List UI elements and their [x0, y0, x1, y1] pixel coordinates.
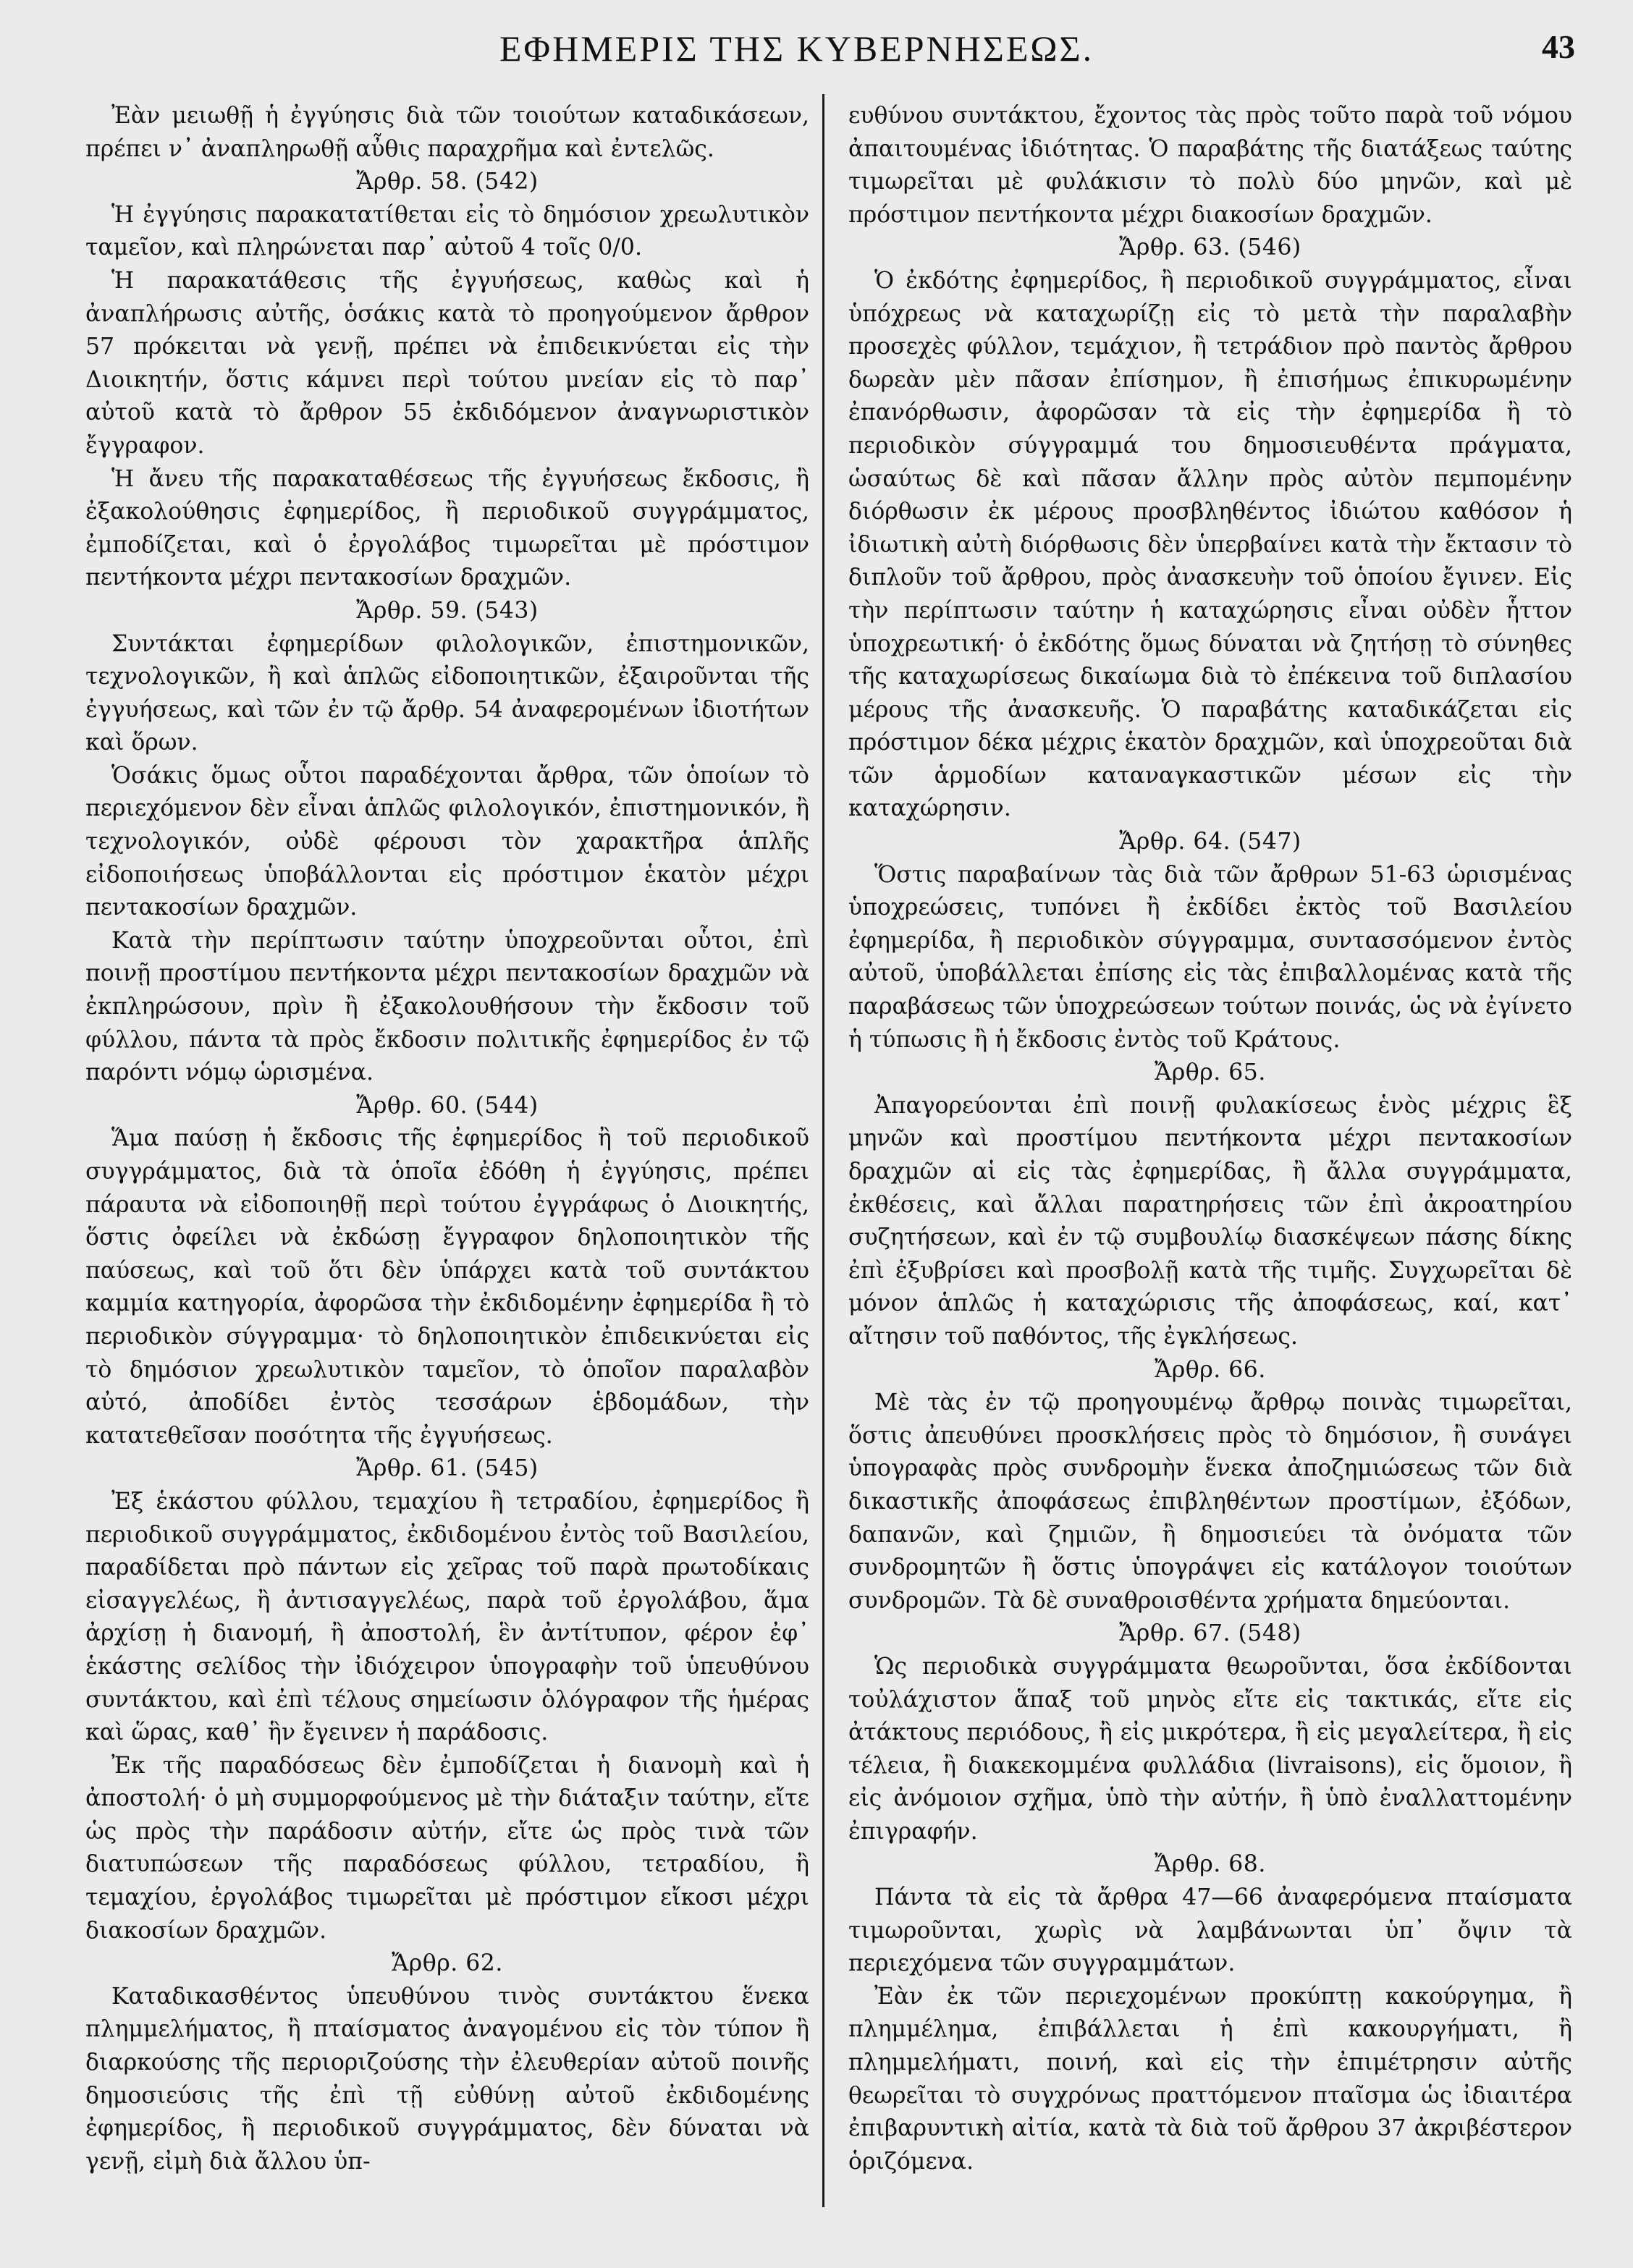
paragraph: Ὁ ἐκδότης ἐφημερίδος, ἢ περιοδικοῦ συγγράμματος, εἶναι ὑπόχρεως νὰ καταχωρίζῃ εἰς τὸ μετὰ τὴν παραλαβὴν προσεχὲς φύλλον, τεμάχιον, ἢ τετράδιον πρὸ παντὸς ἄρθρου δωρεὰν μὲν πᾶσαν ἐπίσημον, ἢ ἐπισήμως ἐπικυρωμένην ἐπανόρθωσιν, ἀφορῶσαν τὰ εἰς τὴν ἐφημερίδα ἢ τὸ περιοδικὸν σύγγραμμά του δημοσιευθέντα πράγματα, ὡσαύτως δὲ καὶ πᾶσαν ἄλλην πρὸς αὐτὸν πεμπομένην διόρθωσιν ἐκ μέρους προσβληθέντος ἰδιώτου καθόσον ἡ ἰδιωτικὴ αὐτὴ διόρθωσις δὲν ὑπερβαίνει κατὰ τὴν ἔκτασιν τὸ διπλοῦν τοῦ ἄρθρου, πρὸς ἀνασκευὴν τοῦ ὁποίου ἔγινεν. Εἰς τὴν περίπτωσιν ταύτην ἡ καταχώρησις εἶναι οὐδὲν ἧττον ὑποχρεωτική· ὁ ἐκδότης ὅμως δύναται νὰ ζητήσῃ τὸ σύνηθες τῆς καταχωρίσεως δικαίωμα διὰ τὸ ἐπέκεινα τοῦ διπλασίου μέρους τῆς ἀνασκευῆς. Ὁ παραβάτης καταδικάζεται εἰς πρόστιμον δέκα μέχρις ἑκατὸν δραχμῶν, καὶ ὑποχρεοῦται διὰ τῶν ἁρμοδίων καταναγκαστικῶν μέσων εἰς τὴν καταχώρησιν.	[848, 267, 1572, 822]
paragraph: Ἀπαγορεύονται ἐπὶ ποινῇ φυλακίσεως ἑνὸς μέχρις ἓξ μηνῶν καὶ προστίμου πεντήκοντα μέχρι πεντακοσίων δραχμῶν αἱ εἰς τὰς ἐφημερίδας, ἢ ἄλλα συγγράμματα, ἐκθέσεις, καὶ ἄλλαι παρατηρήσεις τῶν ἐπὶ ἀκροατηρίου συζητήσεων, καὶ ἐν τῷ συμβουλίῳ διασκέψεων πάσης δίκης ἐπὶ ἐξυβρίσει καὶ προσβολῇ κατὰ τῆς τιμῆς. Συγχωρεῖται δὲ μόνον ἁπλῶς ἡ καταχώρισις τῆς ἀποφάσεως, καί, κατ᾽ αἴτησιν τοῦ παθόντος, τῆς ἐγκλήσεως.	[848, 1092, 1572, 1350]
paragraph: Καταδικασθέντος ὑπευθύνου τινὸς συντάκτου ἕνεκα πλημμελήματος, ἢ πταίσματος ἀναγομένου εἰς τὸν τύπον ἢ διαρκούσης τῆς περιοριζούσης τὴν ἐλευθερίαν αὐτοῦ ποινῆς δημοσιεύσις τῆς ἐπὶ τῇ εὐθύνῃ αὐτοῦ ἐκδιδομένης ἐφημερίδος, ἢ περιοδικοῦ συγγράμματος, δὲν δύναται νὰ γενῇ, εἰμὴ διὰ ἄλλου ὑπ-	[85, 1983, 809, 2175]
paragraph: Ἐκ τῆς παραδόσεως δὲν ἐμποδίζεται ἡ διανομὴ καὶ ἡ ἀποστολή· ὁ μὴ συμμορφούμενος μὲ τὴν διάταξιν ταύτην, εἴτε ὡς πρὸς τὴν παράδοσιν αὐτήν, εἴτε ὡς πρὸς τινὰ τῶν διατυπώσεων τῆς παραδόσεως φύλλου, τετραδίου, ἢ τεμαχίου, ἐργολάβος τιμωρεῖται μὲ πρόστιμον εἴκοσι μέχρι διακοσίων δραχμῶν.	[85, 1752, 809, 1944]
article-heading: Ἄρθρ. 62.	[392, 1950, 503, 1977]
article-heading: Ἄρθρ. 68.	[1155, 1851, 1266, 1878]
article-heading: Ἄρθρ. 59. (543)	[356, 597, 539, 624]
paragraph: Μὲ τὰς ἐν τῷ προηγουμένῳ ἄρθρῳ ποινὰς τιμωρεῖται, ὅστις ἀπευθύνει προσκλήσεις πρὸς τὸ δημόσιον, ἢ συνάγει ὑπογραφὰς πρὸς συνδρομὴν ἕνεκα ἀποζημιώσεως τῶν διὰ δικαστικῆς ἀποφάσεως ἐπιβληθέντων προστίμων, ἐξόδων, δαπανῶν, καὶ ζημιῶν, ἢ δημοσιεύει τὰ ὀνόματα τῶν συνδρομητῶν ἢ ὅστις ὑπογράψει εἰς κατάλογον τοιούτων συνδρομῶν. Τὰ δὲ συναθροισθέντα χρήματα δημεύονται.	[848, 1389, 1572, 1614]
paragraph: Ἡ ἐγγύησις παρακατατίθεται εἰς τὸ δημόσιον χρεωλυτικὸν ταμεῖον, καὶ πληρώνεται παρ᾽ αὐτοῦ 4 τοῖς 0/0.	[85, 201, 809, 261]
article-heading: Ἄρθρ. 67. (548)	[1119, 1620, 1301, 1647]
paragraph: Ἐὰν ἐκ τῶν περιεχομένων προκύπτῃ κακούργημα, ἢ πλημμέλημα, ἐπιβάλλεται ἡ ἐπὶ κακουργήματι, ἢ πλημμελήματι, ποινή, καὶ εἰς τὴν ἐπιμέτρησιν αὐτῆς θεωρεῖται τὸ συγχρόνως πραττόμενον πταῖσμα ὡς ἰδιαιτέρα ἐπιβαρυντικὴ αἰτία, κατὰ τὰ διὰ τοῦ ἄρθρου 37 ἀκριβέστερον ὁριζόμενα.	[848, 1983, 1572, 2175]
paragraph: Πάντα τὰ εἰς τὰ ἄρθρα 47—66 ἀναφερόμενα πταίσματα τιμωροῦνται, χωρὶς νὰ λαμβάνωνται ὑπ᾽ ὄψιν τὰ περιεχόμενα τῶν συγγραμμάτων.	[848, 1884, 1572, 1977]
paragraph: Ὅστις παραβαίνων τὰς διὰ τῶν ἄρθρων 51-63 ὡρισμένας ὑποχρεώσεις, τυπόνει ἢ ἐκδίδει ἐκτὸς τοῦ Βασιλείου ἐφημερίδα, ἢ περιοδικὸν σύγγραμμα, συντασσόμενον ἐντὸς αὐτοῦ, ὑποβάλλεται ἐπίσης εἰς τὰς ἐπιβαλλομένας κατὰ τῆς παραβάσεως τῶν ὑποχρεώσεων τούτων ποινάς, ὡς νὰ ἐγίνετο ἡ τύπωσις ἢ ἡ ἔκδοσις ἐντὸς τοῦ Κράτους.	[848, 861, 1572, 1053]
article-heading: Ἄρθρ. 63. (546)	[1119, 234, 1301, 261]
paragraph: Κατὰ τὴν περίπτωσιν ταύτην ὑποχρεοῦνται οὗτοι, ἐπὶ ποινῇ προστίμου πεντήκοντα μέχρι πεντακοσίων δραχμῶν νὰ ἐκπληρώσουν, πρὶν ἢ ἐξακολουθήσουν τὴν ἔκδοσιν τοῦ φύλλου, πάντα τὰ πρὸς ἔκδοσιν πολιτικῆς ἐφημερίδος ἐν τῷ παρόντι νόμῳ ὡρισμένα.	[85, 927, 809, 1086]
column-divider	[822, 94, 824, 2207]
paragraph: Ὁσάκις ὅμως οὗτοι παραδέχονται ἄρθρα, τῶν ὁποίων τὸ περιεχόμενον δὲν εἶναι ἁπλῶς φιλολογικόν, ἐπιστημονικόν, ἢ τεχνολογικόν, οὐδὲ φέρουσι τὸν χαρακτῆρα ἁπλῆς εἰδοποιήσεως ὑποβάλλονται εἰς πρόστιμον ἑκατὸν μέχρι πεντακοσίων δραχμῶν.	[85, 762, 809, 921]
paragraph: Ἐξ ἑκάστου φύλλου, τεμαχίου ἢ τετραδίου, ἐφημερίδος ἢ περιοδικοῦ συγγράμματος, ἐκδιδομένου ἐντὸς τοῦ Βασιλείου, παραδίδεται πρὸ πάντων εἰς χεῖρας τοῦ παρὰ πρωτοδίκαις εἰσαγγελέως, ἢ ἀντισαγγελέως, παρὰ τοῦ ἐργολάβου, ἅμα ἀρχίσῃ ἡ διανομή, ἢ ἀποστολή, ἓν ἀντίτυπον, φέρον ἐφ᾽ ἑκάστης σελίδος τὴν ἰδιόχειρον ὑπογραφὴν τοῦ ὑπευθύνου συντάκτου, καὶ ἐπὶ τέλους σημείωσιν ὁλόγραφον τῆς ἡμέρας καὶ ὥρας, καθ᾽ ἣν ἔγεινεν ἡ παράδοσις.	[85, 1488, 809, 1746]
paragraph: Συντάκται ἐφημερίδων φιλολογικῶν, ἐπιστημονικῶν, τεχνολογικῶν, ἢ καὶ ἁπλῶς εἰδοποιητικῶν, ἐξαιροῦνται τῆς ἐγγυήσεως, καὶ τῶν ἐν τῷ ἄρθρ. 54 ἀναφερομένων ἰδιοτήτων καὶ ὅρων.	[85, 630, 809, 756]
paragraph: Ὡς περιοδικὰ συγγράμματα θεωροῦνται, ὅσα ἐκδίδονται τοὐλάχιστον ἅπαξ τοῦ μηνὸς εἴτε εἰς τακτικάς, εἴτε εἰς ἀτάκτους περιόδους, ἢ εἰς μικρότερα, ἢ εἰς μεγαλείτερα, ἢ εἰς τέλεια, ἢ διακεκομμένα φυλλάδια (livraisons), εἰς ὅμοιον, ἢ εἰς ἀνόμοιον σχῆμα, ὑπὸ τὴν αὐτήν, ἢ ὑπὸ ἐναλλαττομένην ἐπιγραφήν.	[848, 1653, 1572, 1845]
article-heading: Ἄρθρ. 61. (545)	[356, 1455, 539, 1482]
gazette-title: ΕΦΗΜΕΡΙΣ ΤΗΣ ΚΥΒΕΡΝΗΣΕΩΣ.	[499, 28, 1094, 69]
article-heading: Ἄρθρ. 66.	[1155, 1356, 1266, 1383]
article-heading: Ἄρθρ. 65.	[1155, 1059, 1266, 1086]
right-column	[848, 100, 1572, 2178]
article-heading: Ἄρθρ. 60. (544)	[356, 1092, 539, 1119]
article-heading: Ἄρθρ. 64. (547)	[1119, 829, 1301, 855]
page-header	[0, 20, 1633, 71]
paragraph: Ἡ παρακατάθεσις τῆς ἐγγυήσεως, καθὼς καὶ ἡ ἀναπλήρωσις αὐτῆς, ὁσάκις κατὰ τὸ προηγούμενον ἄρθρον 57 πρόκειται νὰ γενῇ, πρέπει νὰ ἐπιδεικνύεται εἰς τὴν Διοικητήν, ὅστις κάμνει περὶ τούτου μνείαν εἰς τὸ παρ᾽ αὐτοῦ κατὰ τὸ ἄρθρον 55 ἐκδιδόμενον ἀναγνωριστικὸν ἔγγραφον.	[85, 267, 809, 459]
article-heading: Ἄρθρ. 58. (542)	[356, 169, 539, 195]
left-column	[85, 100, 809, 2178]
paragraph-continuation: ευθύνου συντάκτου, ἔχοντος τὰς πρὸς τοῦτο παρὰ τοῦ νόμου ἀπαιτουμένας ἰδιότητας. Ὁ παραβάτης τῆς διατάξεως ταύτης τιμωρεῖται μὲ φυλάκισιν τὸ πολὺ δύο μηνῶν, καὶ μὲ πρόστιμον πεντήκοντα μέχρι διακοσίων δραχμῶν.	[848, 103, 1572, 228]
page-number: 43	[1542, 28, 1575, 65]
paragraph: Ἐὰν μειωθῇ ἡ ἐγγύησις διὰ τῶν τοιούτων καταδικάσεων, πρέπει ν᾽ ἀναπληρωθῇ αὖθις παραχρῆμα καὶ ἐντελῶς.	[85, 103, 809, 162]
paragraph: Ἡ ἄνευ τῆς παρακαταθέσεως τῆς ἐγγυήσεως ἔκδοσις, ἢ ἐξακολούθησις ἐφημερίδος, ἢ περιοδικοῦ συγγράμματος, ἐμποδίζεται, καὶ ὁ ἐργολάβος τιμωρεῖται μὲ πρόστιμον πεντήκοντα μέχρι πεντακοσίων δραχμῶν.	[85, 465, 809, 591]
paragraph: Ἅμα παύσῃ ἡ ἔκδοσις τῆς ἐφημερίδος ἢ τοῦ περιοδικοῦ συγγράμματος, διὰ τὰ ὁποῖα ἐδόθη ἡ ἐγγύησις, πρέπει πάραυτα νὰ εἰδοποιηθῇ περὶ τούτου ἐγγράφως ὁ Διοικητής, ὅστις ὀφείλει νὰ ἐκδώσῃ ἔγγραφον δηλοποιητικὸν τῆς παύσεως, καὶ τοῦ ὅτι δὲν ὑπάρχει κατὰ τοῦ συντάκτου καμμία κατηγορία, ἀφορῶσα τὴν ἐκδιδομένην ἐφημερίδα ἢ τὸ περιοδικὸν σύγγραμμα· τὸ δηλοποιητικὸν ἐπιδεικνύεται εἰς τὸ δημόσιον χρεωλυτικὸν ταμεῖον, τὸ ὁποῖον παραλαβὸν αὐτό, ἀποδίδει ἐντὸς τεσσάρων ἑβδομάδων, τὴν κατατεθεῖσαν ποσότητα τῆς ἐγγυήσεως.	[85, 1125, 809, 1449]
